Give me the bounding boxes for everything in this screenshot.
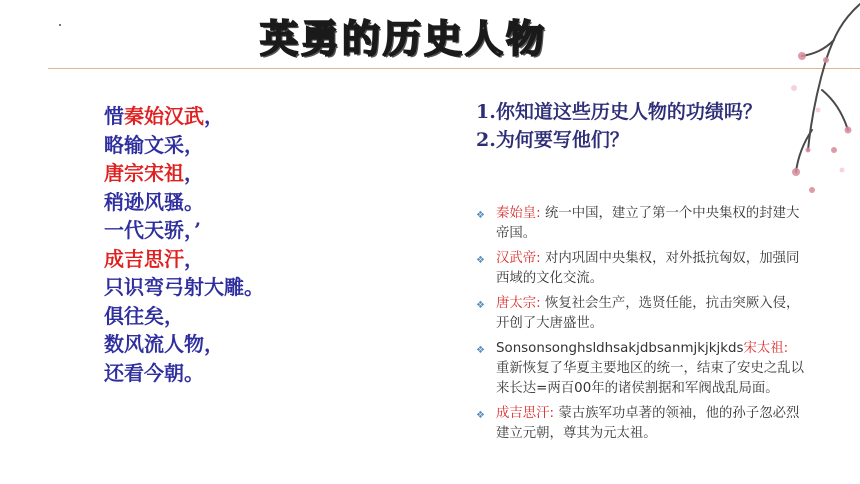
poem-text: 只识弯弓射大雕。: [104, 275, 264, 299]
figure-description: 对内巩固中央集权，对外抵抗匈奴，加强同西域的文化交流。: [496, 251, 800, 286]
figure-description: 恢复社会生产，选贤任能，抗击突厥入侵，开创了大唐盛世。: [496, 296, 800, 331]
list-item: [474, 204, 804, 244]
plum-branch-decoration: [782, 0, 860, 210]
poem-line: [104, 245, 264, 274]
figure-name: 宋太祖:: [743, 341, 789, 356]
poem-text: ，: [184, 161, 204, 185]
poem-text: 惜: [104, 104, 124, 128]
title-divider: [48, 68, 860, 69]
poem-text: 还看今朝。: [104, 360, 204, 385]
figure-name: 成吉思汗:: [496, 406, 555, 421]
poem-text: 俱往矣，: [104, 303, 184, 328]
poem-text: 稍逊风骚。: [104, 189, 204, 214]
item-prefix: Sonsonsonghsldhsakjdbsanmjkjkjkds: [496, 341, 744, 356]
poem-line: [104, 131, 264, 160]
poem-line: [104, 159, 264, 188]
diamond-bullet-icon: ❖: [476, 410, 485, 421]
poem-highlight: 秦始汉武: [124, 104, 204, 128]
poem-highlight: 成吉思汗: [104, 246, 184, 271]
questions: [476, 98, 786, 154]
figure-name: 秦始皇:: [496, 206, 541, 221]
list-item: [474, 339, 804, 399]
poem-highlight: 唐宗宋祖: [104, 161, 184, 185]
poem: [104, 102, 264, 387]
list-item: [474, 404, 804, 444]
poem-line: [104, 216, 264, 245]
figure-name: 汉武帝:: [496, 251, 541, 266]
list-item: [474, 249, 804, 289]
poem-text: ，: [184, 246, 204, 271]
figure-achievement-list: [474, 204, 804, 449]
poem-line: [104, 102, 264, 131]
poem-text: 一代天骄，’: [104, 218, 201, 242]
figure-description: 统一中国，建立了第一个中央集权的封建大帝国。: [496, 206, 800, 241]
poem-line: [104, 359, 264, 388]
list-item: [474, 294, 804, 334]
diamond-bullet-icon: ❖: [476, 255, 485, 266]
poem-text: ，: [204, 104, 224, 128]
diamond-bullet-icon: ❖: [476, 300, 485, 311]
poem-line: [104, 330, 264, 359]
poem-text: 数风流人物，: [104, 332, 224, 356]
decorative-dot: [59, 24, 61, 26]
poem-line: [104, 188, 264, 217]
diamond-bullet-icon: ❖: [476, 210, 485, 221]
figure-description: 蒙古族军功卓著的领袖，他的孙子忽必烈建立元朝，尊其为元太祖。: [496, 406, 800, 441]
question-1: 1.你知道这些历史人物的功绩吗？: [476, 101, 762, 123]
slide-title: 英勇的历史人物: [260, 16, 548, 61]
question-2: 2.为何要写他们？: [476, 129, 629, 151]
poem-line: [104, 273, 264, 302]
poem-text: 略输文采，: [104, 132, 204, 157]
diamond-bullet-icon: ❖: [476, 345, 485, 356]
figure-name: 唐太宗:: [496, 296, 541, 311]
figure-description: 重新恢复了华夏主要地区的统一，结束了安史之乱以来长达=两百00年的诸侯割据和军阀战乱局面。: [496, 361, 804, 396]
poem-line: [104, 302, 264, 331]
